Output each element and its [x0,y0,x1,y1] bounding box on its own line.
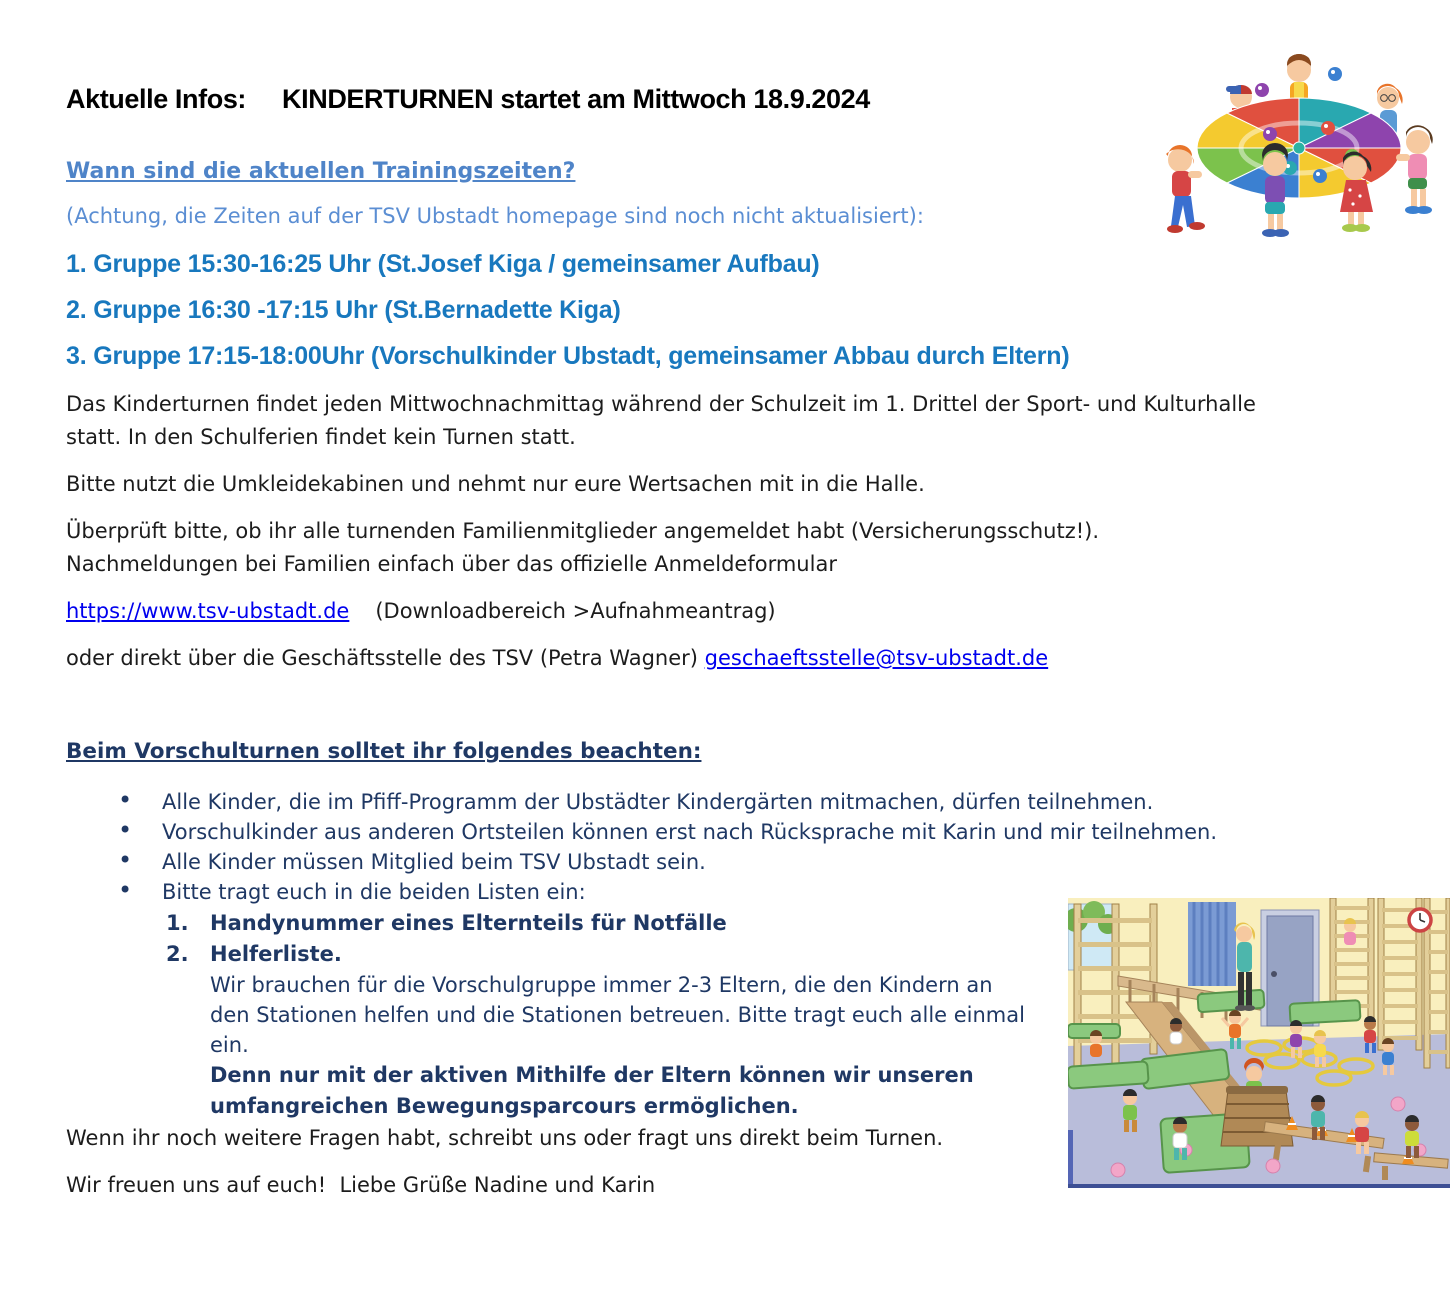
kid-right [1396,125,1433,214]
list-item: • Alle Kinder müssen Mitglied beim TSV Ubstadt sein. [66,848,1246,877]
numbered-item-label: 2. [166,942,189,966]
vorschul-bullet-list [66,788,1246,907]
parachute-illustration-svg [1150,36,1448,254]
clock-icon [1409,909,1431,931]
paragraph-lockers: Bitte nutzt die Umkleidekabinen und nehmt nur eure Wertsachen mit in die Halle. [66,472,925,496]
paragraph-schedule: Das Kinderturnen findet jeden Mittwochnachmittag während der Schulzeit im 1. Drittel der Sport- und Kulturhalle statt. In den Schulferien findet kein Turnen statt. [66,392,1256,449]
tsv-website-link[interactable]: https://www.tsv-ubstadt.de [66,599,350,623]
office-contact-line [66,642,1276,675]
download-link-line [66,595,1276,628]
vorschulturnen-heading: Beim Vorschulturnen solltet ihr folgendes beachten: [66,739,702,764]
gym-illustration [1068,898,1450,1188]
parachute-canopy [1197,98,1401,198]
list-item: • Alle Kinder, die im Pfiff-Programm der Ubstädter Kindergärten mitmachen, dürfen teilnehmen. [66,788,1246,817]
gym-curtain [1188,902,1236,986]
group-2-time: 2. Gruppe 16:30 -17:15 Uhr (St.Bernadette Kiga) [66,296,621,324]
numbered-item-text: Helferliste. [210,942,342,966]
numbered-item-label: 1. [166,911,189,935]
list-item: • Vorschulkinder aus anderen Ortsteilen können erst nach Rücksprache mit Karin und mir teilnehmen. [66,818,1246,847]
group-3-time: 3. Gruppe 17:15-18:00Uhr (Vorschulkinder Ubstadt, gemeinsamer Abbau durch Eltern) [66,342,1070,370]
list-item: • Bitte tragt euch in die beiden Listen ein: [66,878,1246,907]
page-title [66,84,1276,115]
office-contact-prefix: oder direkt über die Geschäftsstelle des TSV (Petra Wagner) [66,646,705,670]
parachute-illustration [1150,36,1448,254]
greeting-paragraph: Wir freuen uns auf euch! Liebe Grüße Nadine und Karin [66,1173,656,1197]
helper-description: Wir brauchen für die Vorschulgruppe immer 2-3 Eltern, die den Kindern an den Stationen helfen und die Stationen betreuen. Bitte tragt euch alle einmal ein. [210,973,1025,1057]
office-email-link[interactable]: geschaeftsstelle@tsv-ubstadt.de [704,646,1049,670]
kid-bottom-right [1340,152,1373,232]
download-link-suffix: (Downloadbereich >Aufnahmeantrag) [375,599,776,623]
paragraph-registration: Überprüft bitte, ob ihr alle turnenden Familienmitglieder angemeldet habt (Versicherungsschutz!). Nachmeldungen bei Familien einfach über das offizielle Anmeldeformular [66,519,1100,576]
training-times-heading: Wann sind die aktuellen Trainingszeiten? [66,159,576,184]
title-main: KINDERTURNEN startet am Mittwoch 18.9.2024 [282,84,870,114]
title-label: Aktuelle Infos: [66,84,247,114]
parents-help-emphasis: Denn nur mit der aktiven Mithilfe der Eltern können wir unseren umfangreichen Bewegungsparcours ermöglichen. [210,1063,974,1118]
group-1-time: 1. Gruppe 15:30-16:25 Uhr (St.Josef Kiga / gemeinsamer Aufbau) [66,250,820,278]
numbered-item-text: Handynummer eines Elternteils für Notfälle [210,911,727,935]
gym-illustration-svg [1068,898,1450,1188]
questions-paragraph: Wenn ihr noch weitere Fragen habt, schreibt uns oder fragt uns direkt beim Turnen. [66,1126,944,1150]
homepage-note: (Achtung, die Zeiten auf der TSV Ubstadt homepage sind noch nicht aktualisiert): [66,204,924,228]
